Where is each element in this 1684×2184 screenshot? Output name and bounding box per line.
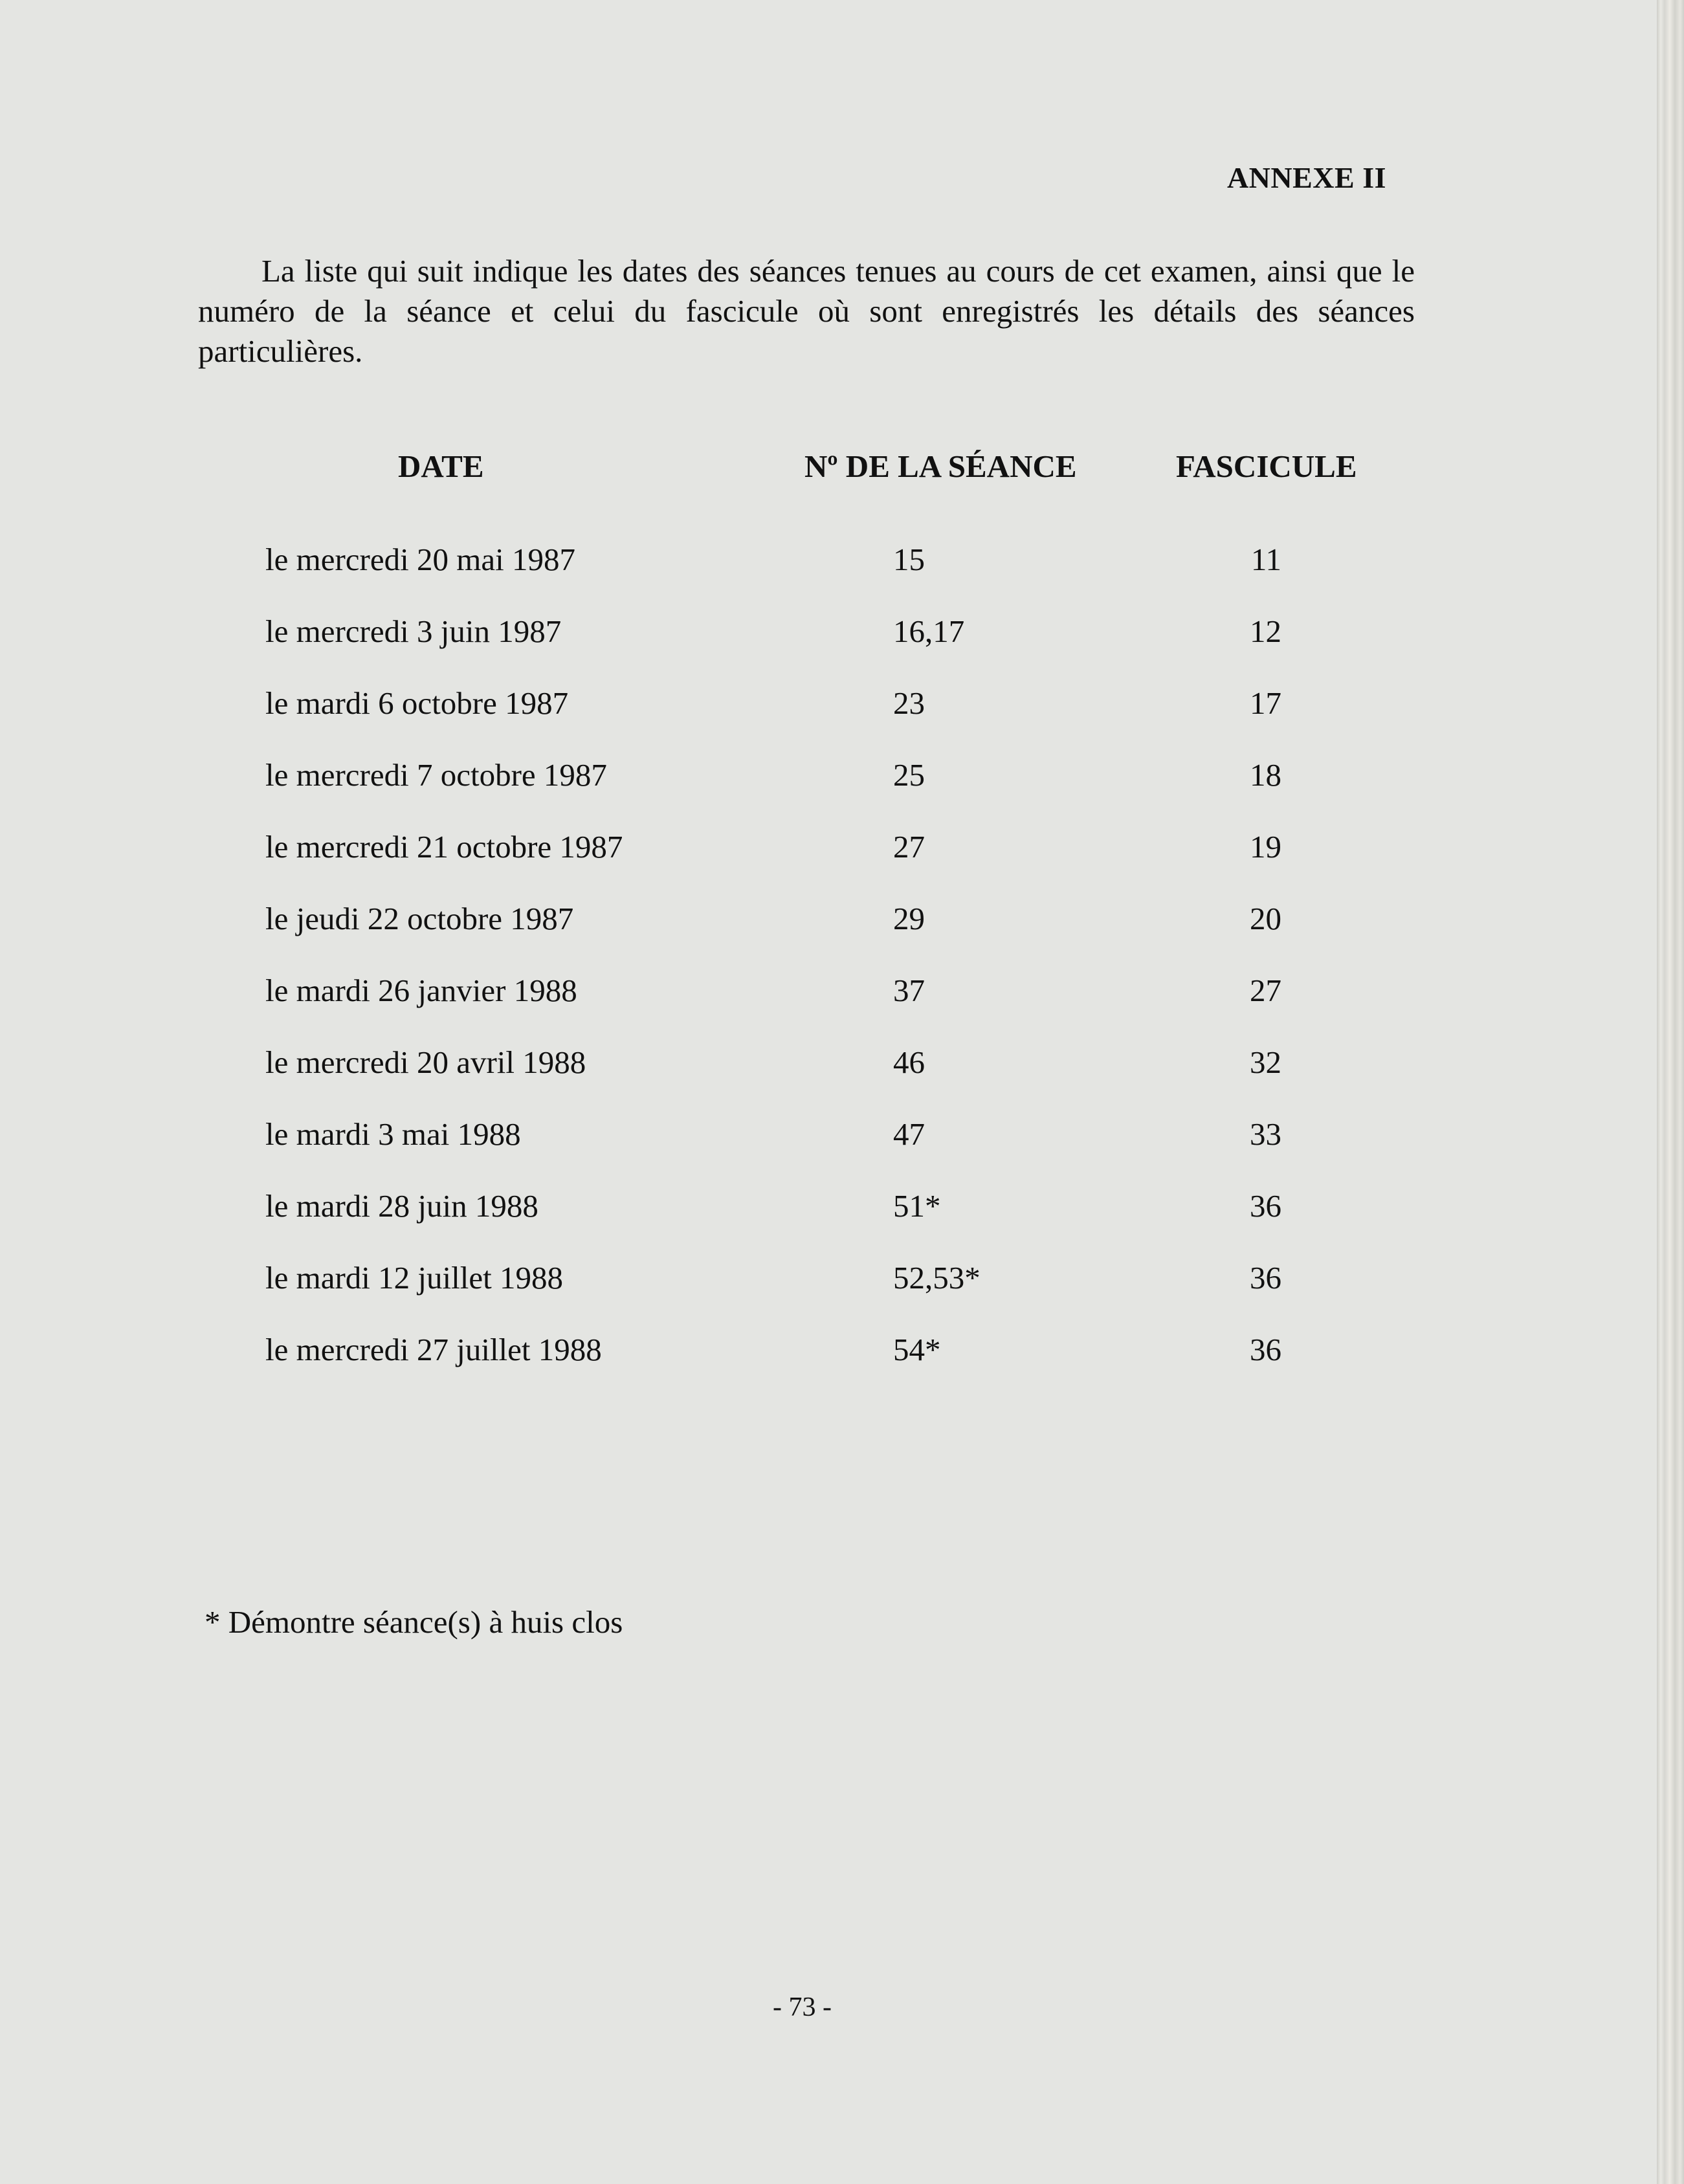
sessions-table	[0, 540, 1657, 1402]
page-number: - 73 -	[773, 1992, 832, 2022]
row-date: le mardi 6 octobre 1987	[265, 685, 569, 721]
row-fascicule: 18	[1250, 757, 1281, 793]
row-fascicule: 17	[1250, 685, 1281, 721]
row-seance: 51*	[893, 1188, 941, 1224]
annex-heading: ANNEXE II	[1226, 161, 1386, 194]
row-date: le mercredi 21 octobre 1987	[265, 829, 623, 865]
row-date: le mardi 3 mai 1988	[265, 1116, 521, 1152]
row-fascicule: 12	[1250, 613, 1281, 649]
row-seance: 25	[893, 757, 925, 793]
row-date: le mercredi 20 mai 1987	[265, 542, 575, 577]
row-date: le mardi 12 juillet 1988	[265, 1260, 563, 1296]
footnote: * Démontre séance(s) à huis clos	[205, 1604, 623, 1640]
row-seance: 52,53*	[893, 1260, 980, 1296]
table-row	[0, 1330, 1657, 1402]
table-row	[0, 1043, 1657, 1115]
row-fascicule: 11	[1250, 542, 1281, 577]
row-fascicule: 36	[1250, 1260, 1281, 1296]
table-row	[0, 684, 1657, 756]
table-row	[0, 1115, 1657, 1187]
row-date: le mercredi 20 avril 1988	[265, 1044, 586, 1080]
intro-paragraph: La liste qui suit indique les dates des séances tenues au cours de cet examen, ainsi que le numéro de la séance et celui du fascicule où sont enregistrés les détails des séances particulières.	[198, 253, 1415, 369]
row-seance: 37	[893, 973, 925, 1008]
table-row	[0, 612, 1657, 684]
row-date: le mercredi 7 octobre 1987	[265, 757, 607, 793]
row-seance: 15	[893, 542, 925, 577]
column-header-fascicule: FASCICULE	[1176, 448, 1357, 484]
row-date: le mardi 28 juin 1988	[265, 1188, 538, 1224]
column-header-date: DATE	[398, 448, 484, 484]
table-row	[0, 828, 1657, 899]
row-date: le mercredi 3 juin 1987	[265, 613, 562, 649]
row-date: le jeudi 22 octobre 1987	[265, 901, 574, 936]
table-row	[0, 1259, 1657, 1330]
column-header-seance: Nº DE LA SÉANCE	[804, 448, 1077, 484]
row-fascicule: 36	[1250, 1332, 1281, 1367]
row-seance: 16,17	[893, 613, 965, 649]
row-seance: 27	[893, 829, 925, 865]
row-seance: 54*	[893, 1332, 941, 1367]
row-seance: 46	[893, 1044, 925, 1080]
row-seance: 47	[893, 1116, 925, 1152]
row-fascicule: 27	[1250, 973, 1281, 1008]
row-fascicule: 36	[1250, 1188, 1281, 1224]
row-fascicule: 20	[1250, 901, 1281, 936]
row-fascicule: 33	[1250, 1116, 1281, 1152]
table-row	[0, 1187, 1657, 1259]
row-fascicule: 19	[1250, 829, 1281, 865]
row-seance: 23	[893, 685, 925, 721]
row-seance: 29	[893, 901, 925, 936]
row-date: le mardi 26 janvier 1988	[265, 973, 577, 1008]
page-edge	[1657, 0, 1684, 2184]
table-row	[0, 971, 1657, 1043]
table-row	[0, 899, 1657, 971]
row-fascicule: 32	[1250, 1044, 1281, 1080]
table-row	[0, 756, 1657, 828]
row-date: le mercredi 27 juillet 1988	[265, 1332, 602, 1367]
table-row	[0, 540, 1657, 612]
